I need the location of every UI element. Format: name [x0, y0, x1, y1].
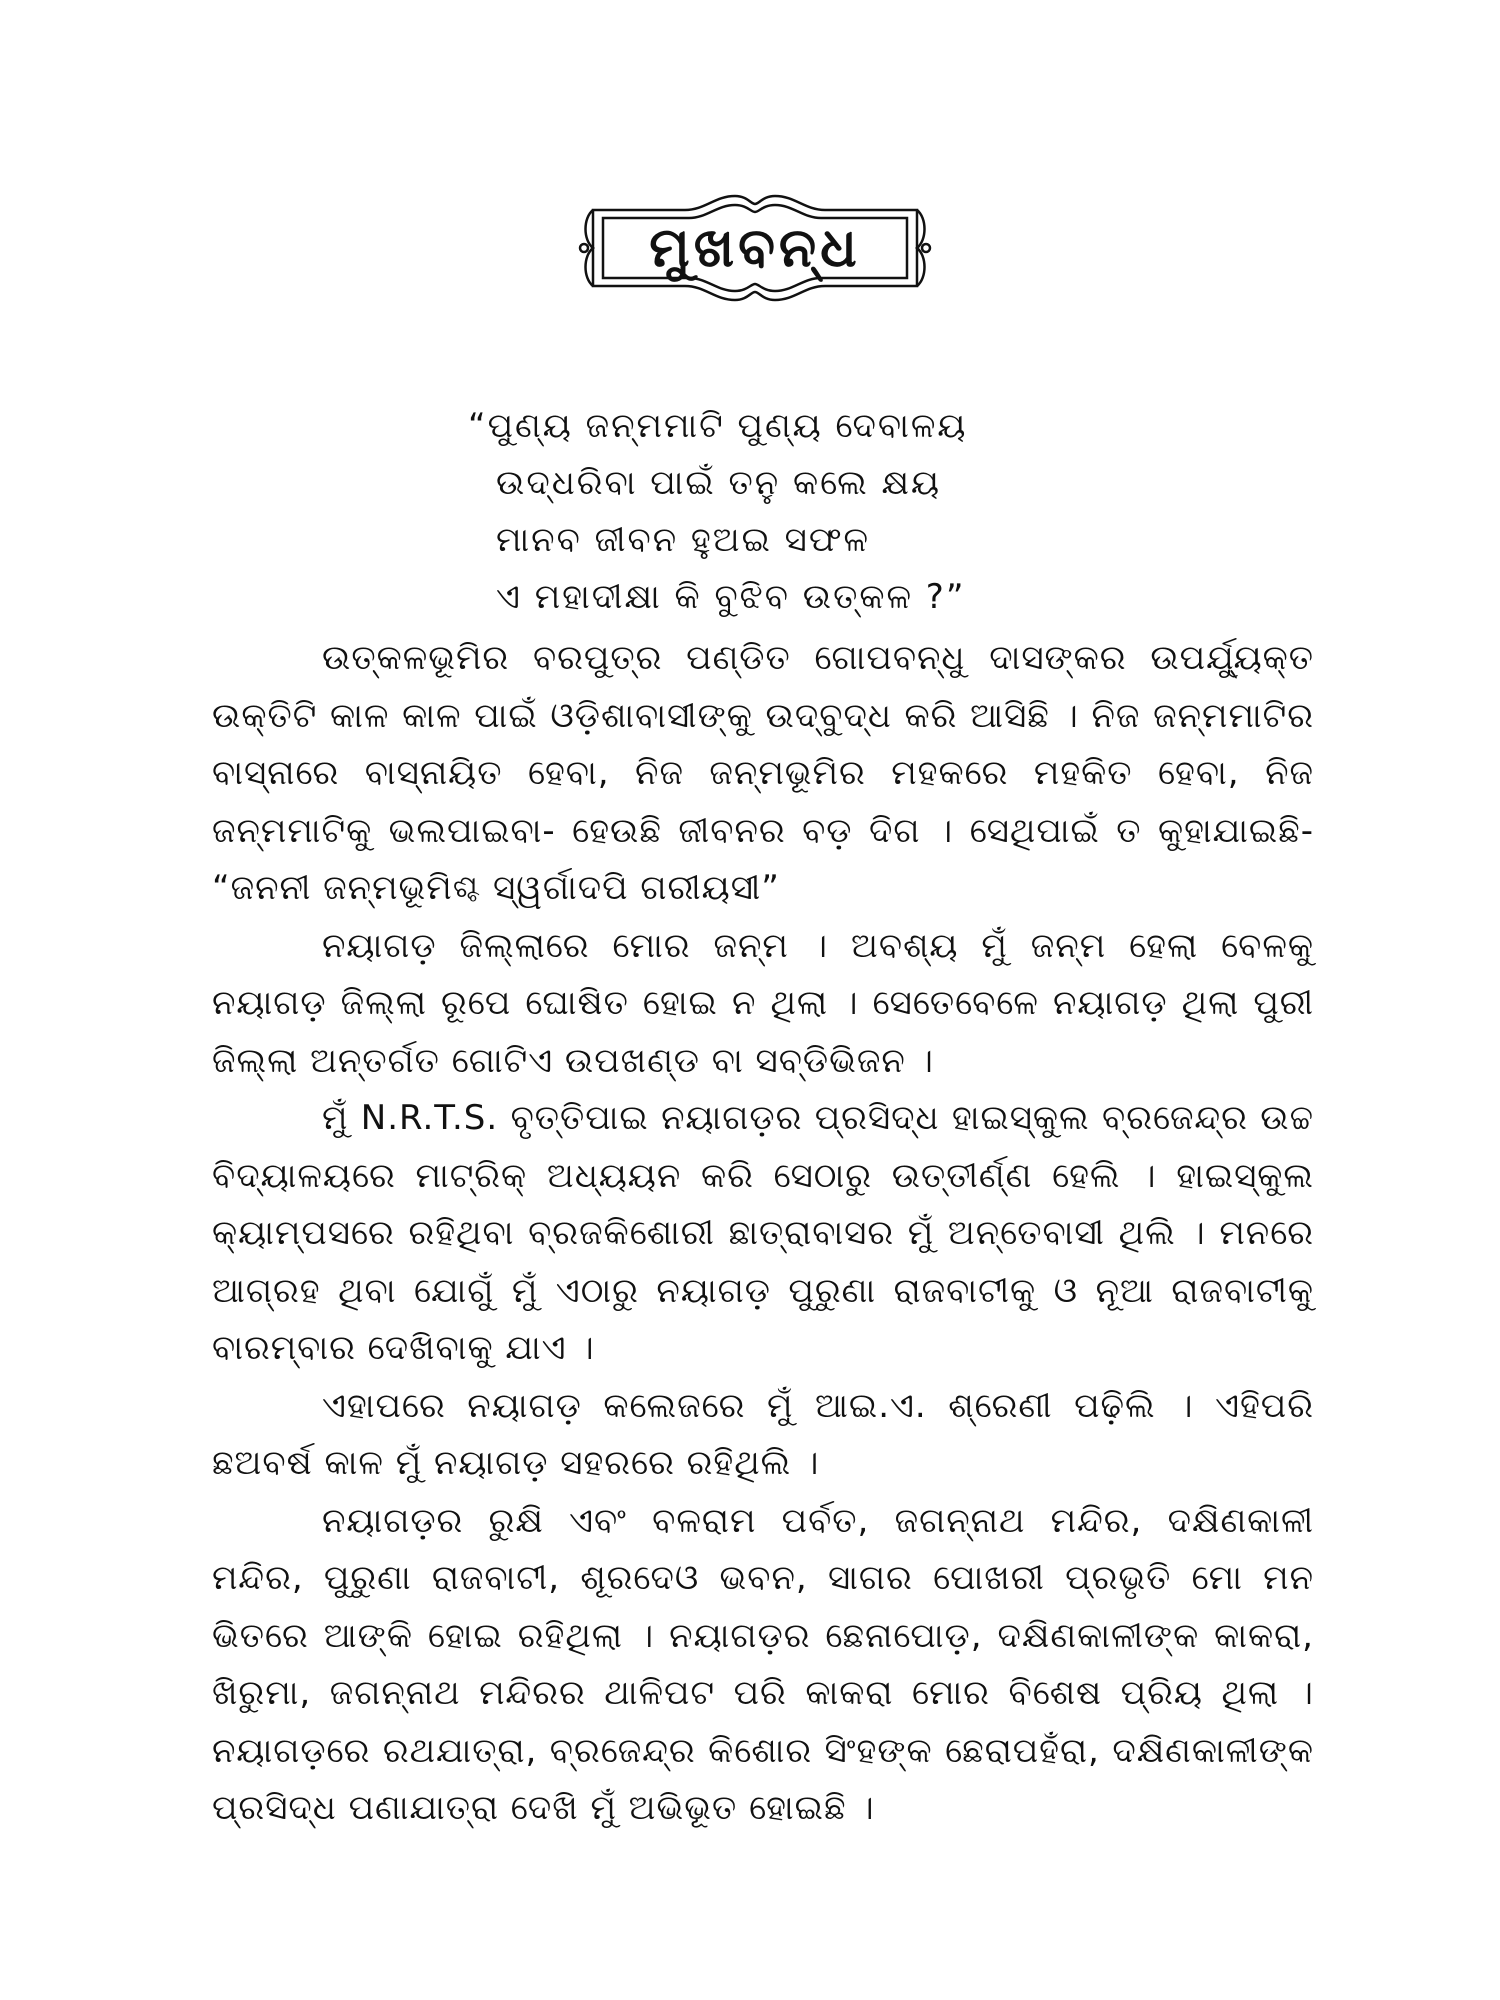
- paragraph-text: ନୟାଗଡ଼ର ରୁକ୍ଷି ଏବଂ ବଳରାମ ପର୍ବତ, ଜଗନ୍ନାଥ ମନ୍ଦିର, ଦକ୍ଷିଣକାଳୀ ମନ୍ଦିର, ପୁରୁଣା ରାଜବାଟୀ, ଶୂରଦେଓ ଭବନ, ସାଗର ପୋଖରୀ ପ୍ରଭୃତି ମୋ ମନ ଭିତରେ ଆଙ୍କି ହୋଇ ରହିଥିଲା । ନୟାଗଡ଼ର ଛେନାପୋଡ଼, ଦକ୍ଷିଣକାଳୀଙ୍କ କାକରା, ଖିରୁମା, ଜଗନ୍ନାଥ ମନ୍ଦିରର ଥାଳିପଟ ପରି କାକରା ମୋର ବିଶେଷ ପ୍ରିୟ ଥିଲା । ନୟାଗଡ଼ରେ ରଥଯାତ୍ରା, ବ୍ରଜେନ୍ଦ୍ର କିଶୋର ସିଂହଙ୍କ ଛେରାପହଁରା, ଦକ୍ଷିଣକାଳୀଙ୍କ ପ୍ରସିଦ୍ଧ ପଣାଯାତ୍ରା ଦେଖି ମୁଁ ଅଭିଭୂତ ହୋଇଛି ।: [212, 1500, 1314, 1828]
- body-text: [212, 630, 1314, 1838]
- epigraph-line: ଏ ମହାଦୀକ୍ଷା କି ବୁଝିବ ଉତ୍କଳ ?”: [496, 577, 966, 617]
- paragraph-text: ନୟାଗଡ଼ ଜିଲ୍ଲାରେ ମୋର ଜନ୍ମ । ଅବଶ୍ୟ ମୁଁ ଜନ୍ମ ହେଲା ବେଳକୁ ନୟାଗଡ଼ ଜିଲ୍ଲା ରୂପେ ଘୋଷିତ ହୋଇ ନ ଥିଲା । ସେତେବେଳେ ନୟାଗଡ଼ ଥିଲା ପୁରୀ ଜିଲ୍ଲା ଅନ୍ତର୍ଗତ ଗୋଟିଏ ଉପଖଣ୍ଡ ବା ସବ୍‌ଡିଭିଜନ ।: [212, 925, 1314, 1081]
- paragraph-text: ଉତ୍କଳଭୂମିର ବରପୁତ୍ର ପଣ୍ଡିତ ଗୋପବନ୍ଧୁ ଦାସଙ୍କର ଉପର୍ଯ୍ୟୁକ୍ତ ଉକ୍ତିଟି କାଳ କାଳ ପାଇଁ ଓଡ଼ିଶାବାସୀଙ୍କୁ ଉଦ୍‌ବୁଦ୍ଧ କରି ଆସିଛି । ନିଜ ଜନ୍ମମାଟିର ବାସ୍ନାରେ ବାସ୍ନାୟିତ ହେବା, ନିଜ ଜନ୍ମଭୂମିର ମହକରେ ମହକିତ ହେବା, ନିଜ ଜନ୍ମମାଟିକୁ ଭଲପାଇବା- ହେଉଛି ଜୀବନର ବଡ଼ ଦିଗ । ସେଥିପାଇଁ ତ କୁହାଯାଇଛି- “ଜନନୀ ଜନ୍ମଭୂମିଶ୍ଚ ସ୍ୱର୍ଗାଦପି ଗରୀୟସୀ”: [212, 638, 1314, 908]
- paragraph: [212, 918, 1314, 1091]
- paragraph-text: ଏହାପରେ ନୟାଗଡ଼ କଲେଜରେ ମୁଁ ଆଇ.ଏ. ଶ୍ରେଣୀ ପଢ଼ିଲି । ଏହିପରି ଛଅବର୍ଷ କାଳ ମୁଁ ନୟାଗଡ଼ ସହରରେ ରହିଥିଲି ।: [212, 1385, 1314, 1483]
- epigraph-line: “ପୁଣ୍ୟ ଜନ୍ମମାଟି ପୁଣ୍ୟ ଦେବାଳୟ: [468, 406, 968, 446]
- page-title: ମୁଖବନ୍ଧ: [649, 216, 861, 279]
- epigraph: [468, 398, 1108, 626]
- epigraph-line: ଉଦ୍ଧରିବା ପାଇଁ ତନୁ କଲେ କ୍ଷୟ: [496, 463, 942, 503]
- paragraph-text: ମୁଁ N.R.T.S. ବୃତ୍ତିପାଇ ନୟାଗଡ଼ର ପ୍ରସିଦ୍ଧ ହାଇସ୍କୁଲ ବ୍ରଜେନ୍ଦ୍ର ଉଚ୍ଚ ବିଦ୍ୟାଳୟରେ ମାଟ୍ରିକ୍ ଅଧ୍ୟୟନ କରି ସେଠାରୁ ଉତ୍ତୀର୍ଣ୍ଣ ହେଲି । ହାଇସ୍କୁଲ କ୍ୟାମ୍ପସରେ ରହିଥିବା ବ୍ରଜକିଶୋରୀ ଛାତ୍ରାବାସର ମୁଁ ଅନ୍ତେବାସୀ ଥିଲି । ମନରେ ଆଗ୍ରହ ଥିବା ଯୋଗୁଁ ମୁଁ ଏଠାରୁ ନୟାଗଡ଼ ପୁରୁଣା ରାଜବାଟୀକୁ ଓ ନୂଆ ରାଜବାଟୀକୁ ବାରମ୍ବାର ଦେଖିବାକୁ ଯାଏ ।: [212, 1098, 1314, 1368]
- paragraph: [212, 1493, 1314, 1838]
- paragraph: [212, 1090, 1314, 1378]
- title-cartouche: [575, 188, 935, 308]
- paragraph: [212, 1378, 1314, 1493]
- paragraph: [212, 630, 1314, 918]
- epigraph-line: ମାନବ ଜୀବନ ହୁଅଇ ସଫଳ: [496, 520, 871, 560]
